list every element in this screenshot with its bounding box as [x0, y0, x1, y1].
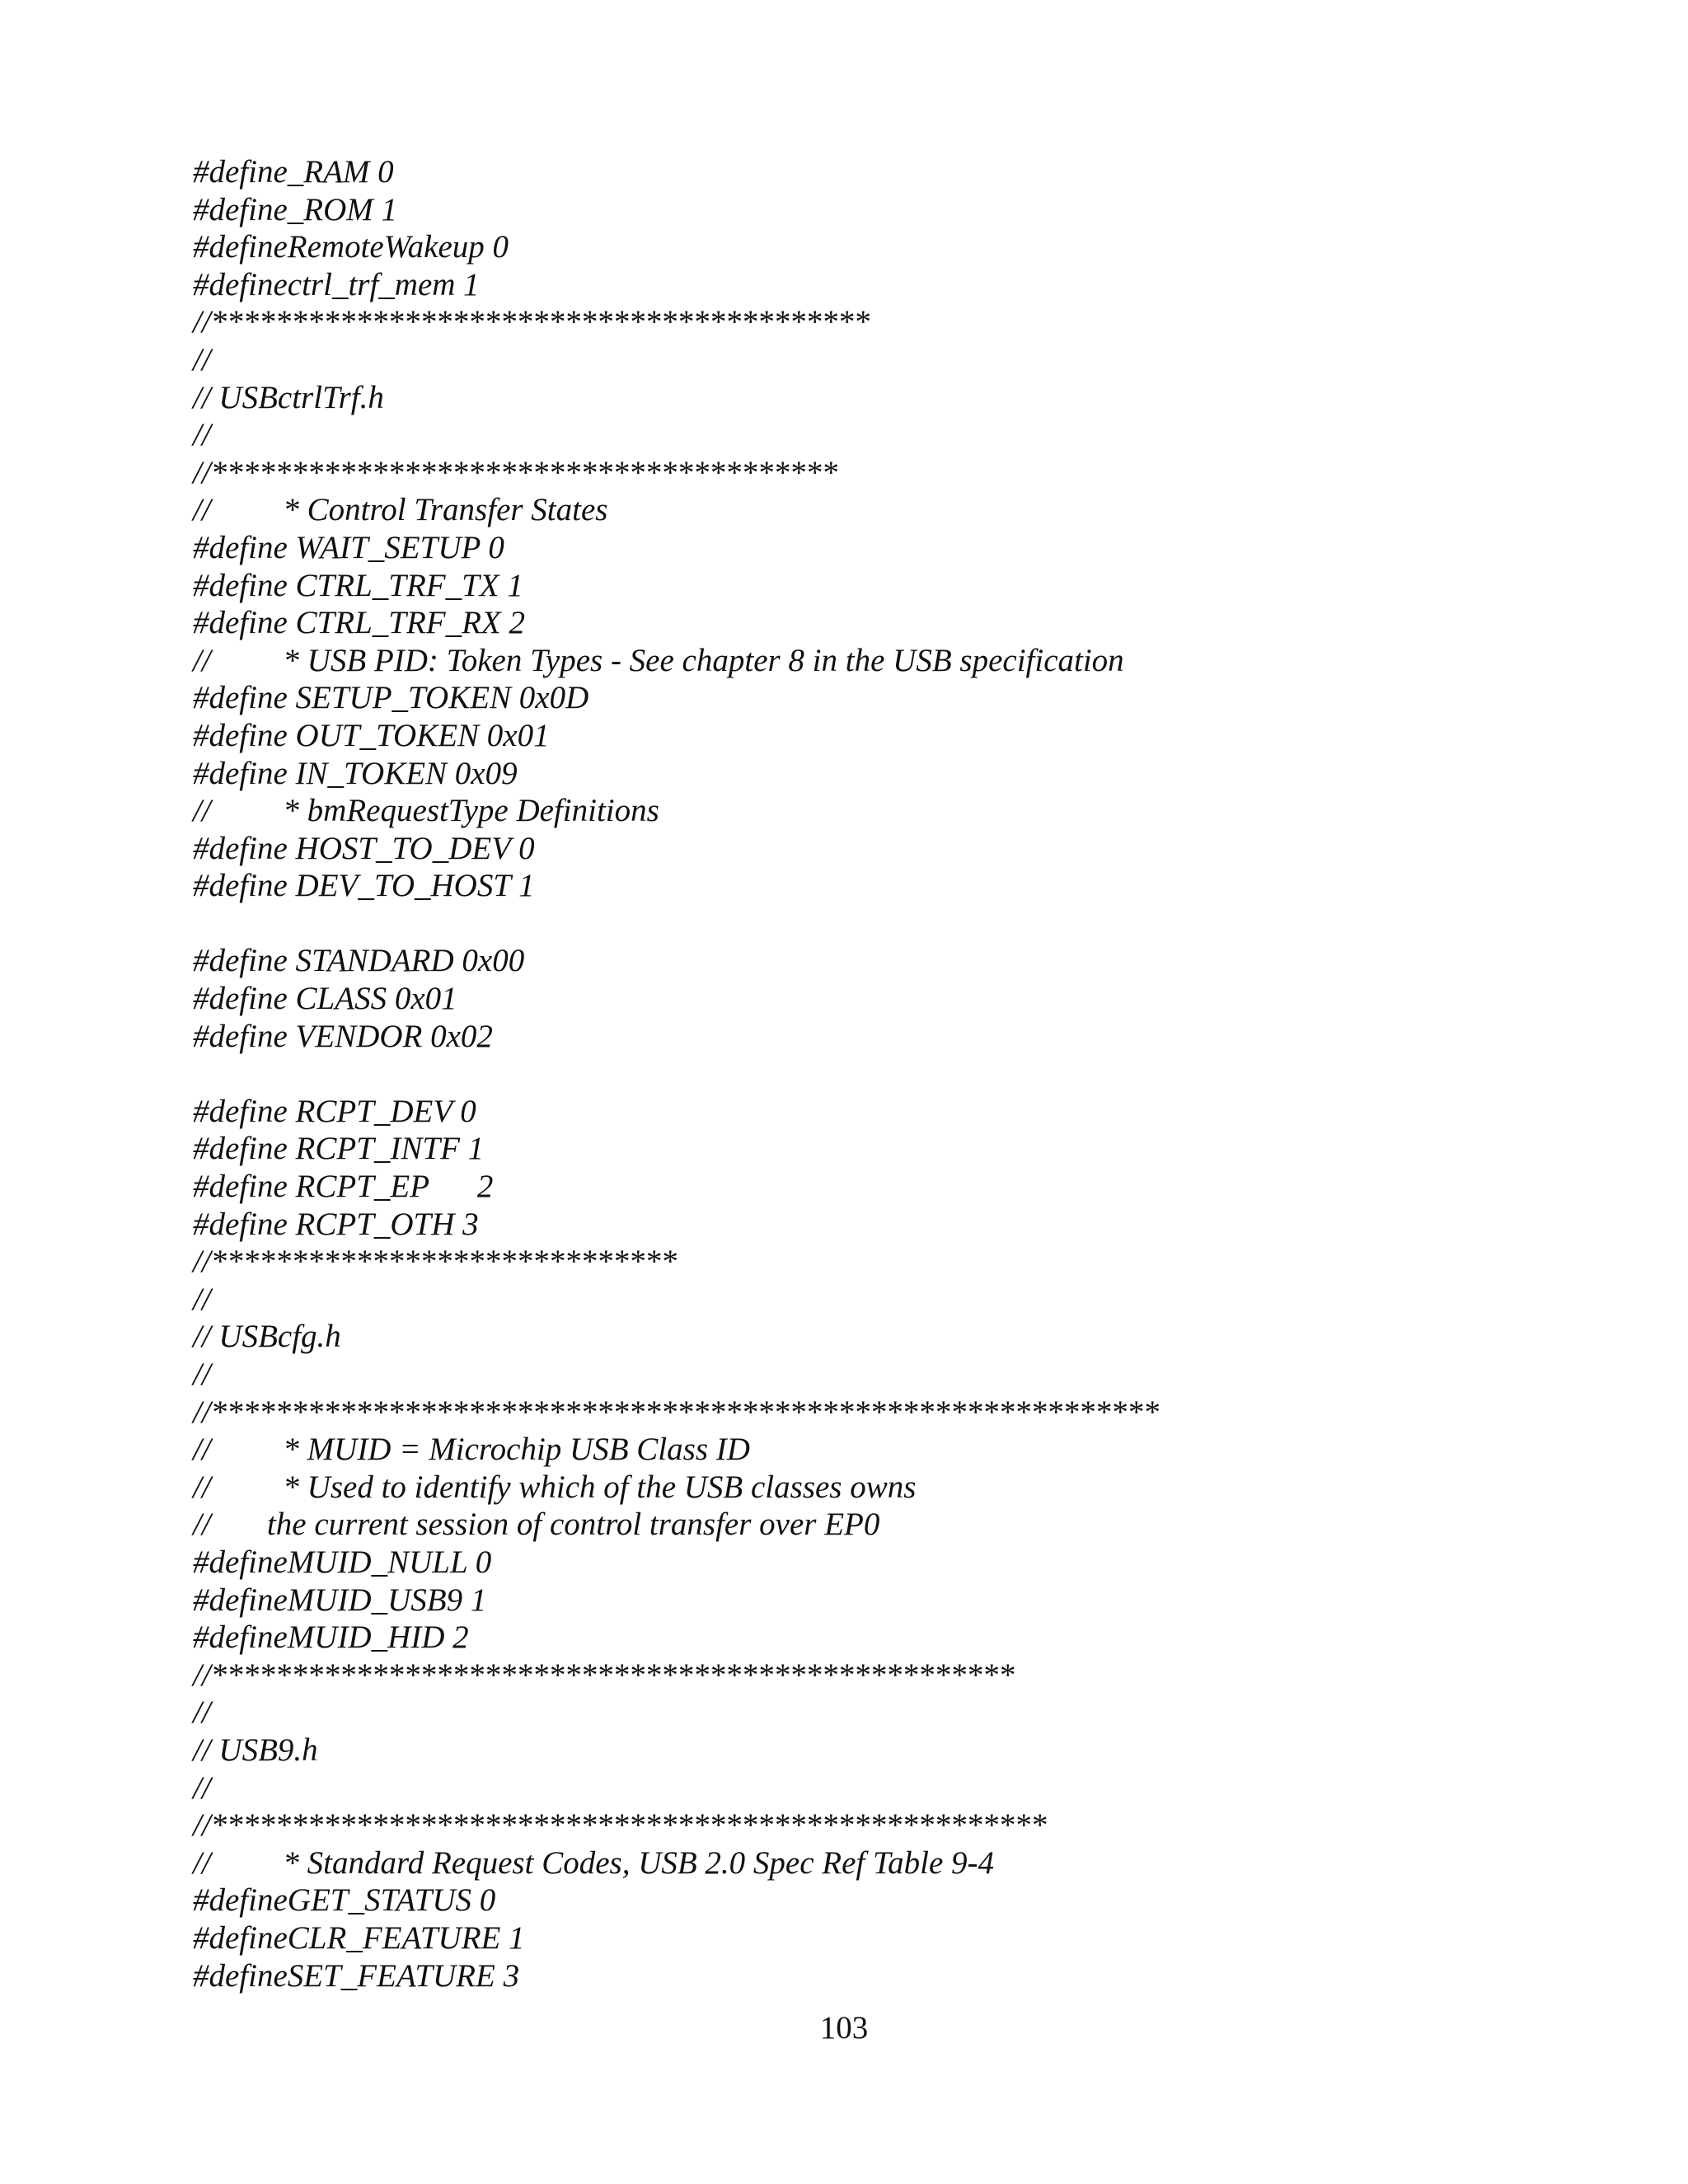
code-line: #define RCPT_OTH 3	[193, 1206, 479, 1242]
code-line: // the current session of control transfer over EP0	[193, 1507, 880, 1543]
code-line: #define VENDOR 0x02	[193, 1018, 493, 1054]
code-line: //*****************************************	[193, 304, 870, 340]
code-line: // * bmRequestType Definitions	[193, 793, 659, 829]
code-line: #define OUT_TOKEN 0x01	[193, 717, 550, 753]
code-line: //	[193, 341, 211, 377]
code-line: // * USB PID: Token Types - See chapter 8 in the USB specification	[193, 642, 1124, 678]
code-line: #define WAIT_SETUP 0	[193, 529, 504, 565]
code-line: #defineMUID_HID 2	[193, 1619, 469, 1656]
code-line: //****************************************************	[193, 1807, 1047, 1844]
code-line: #define_RAM 0	[193, 154, 394, 190]
code-line: #define STANDARD 0x00	[193, 943, 525, 979]
blank-line	[193, 905, 1594, 943]
code-line: #define CTRL_TRF_RX 2	[193, 605, 525, 641]
code-line: #define HOST_TO_DEV 0	[193, 830, 535, 866]
code-line: #defineRemoteWakeup 0	[193, 229, 509, 265]
code-line: // * Standard Request Codes, USB 2.0 Spec Ref Table 9-4	[193, 1844, 995, 1881]
code-line: #defineCLR_FEATURE 1	[193, 1919, 525, 1956]
code-line: #define RCPT_EP 2	[193, 1169, 494, 1205]
code-line: //	[193, 1357, 211, 1392]
code-line: #define_ROM 1	[193, 191, 398, 227]
code-line: //**************************************************	[193, 1657, 1015, 1693]
code-line: #defineSET_FEATURE 3	[193, 1957, 520, 1994]
code-line: #define CTRL_TRF_TX 1	[193, 567, 523, 603]
code-line: // * Used to identify which of the USB classes owns	[193, 1469, 917, 1505]
code-line: // USB9.h	[193, 1732, 318, 1768]
code-line: //	[193, 417, 211, 453]
code-line: #define IN_TOKEN 0x09	[193, 755, 518, 791]
code-line: #define SETUP_TOKEN 0x0D	[193, 680, 589, 716]
page-number: 103	[819, 2010, 869, 2046]
code-line: //	[193, 1769, 211, 1806]
code-line: //	[193, 1694, 211, 1731]
code-line: // * Control Transfer States	[193, 492, 608, 528]
code-line: #defineMUID_NULL 0	[193, 1544, 492, 1580]
code-line: #definectrl_trf_mem 1	[193, 266, 480, 302]
code-line: #define RCPT_INTF 1	[193, 1131, 485, 1167]
code-line: // * MUID = Microchip USB Class ID	[193, 1432, 750, 1468]
code-line: // USBctrlTrf.h	[193, 379, 384, 415]
code-line: #defineGET_STATUS 0	[193, 1882, 496, 1919]
code-line: #define DEV_TO_HOST 1	[193, 868, 535, 904]
code-line: #defineMUID_USB9 1	[193, 1582, 487, 1618]
blank-line	[193, 1055, 1594, 1093]
code-line: // USBcfg.h	[193, 1319, 341, 1355]
code-line: //	[193, 1281, 211, 1317]
code-line: //***************************************	[193, 454, 838, 490]
code-line: //*****************************	[193, 1244, 678, 1280]
code-listing	[193, 153, 1594, 1994]
code-line: #define RCPT_DEV 0	[193, 1093, 476, 1129]
code-line: #define CLASS 0x01	[193, 981, 457, 1017]
code-line: //***********************************************************	[193, 1394, 1160, 1430]
